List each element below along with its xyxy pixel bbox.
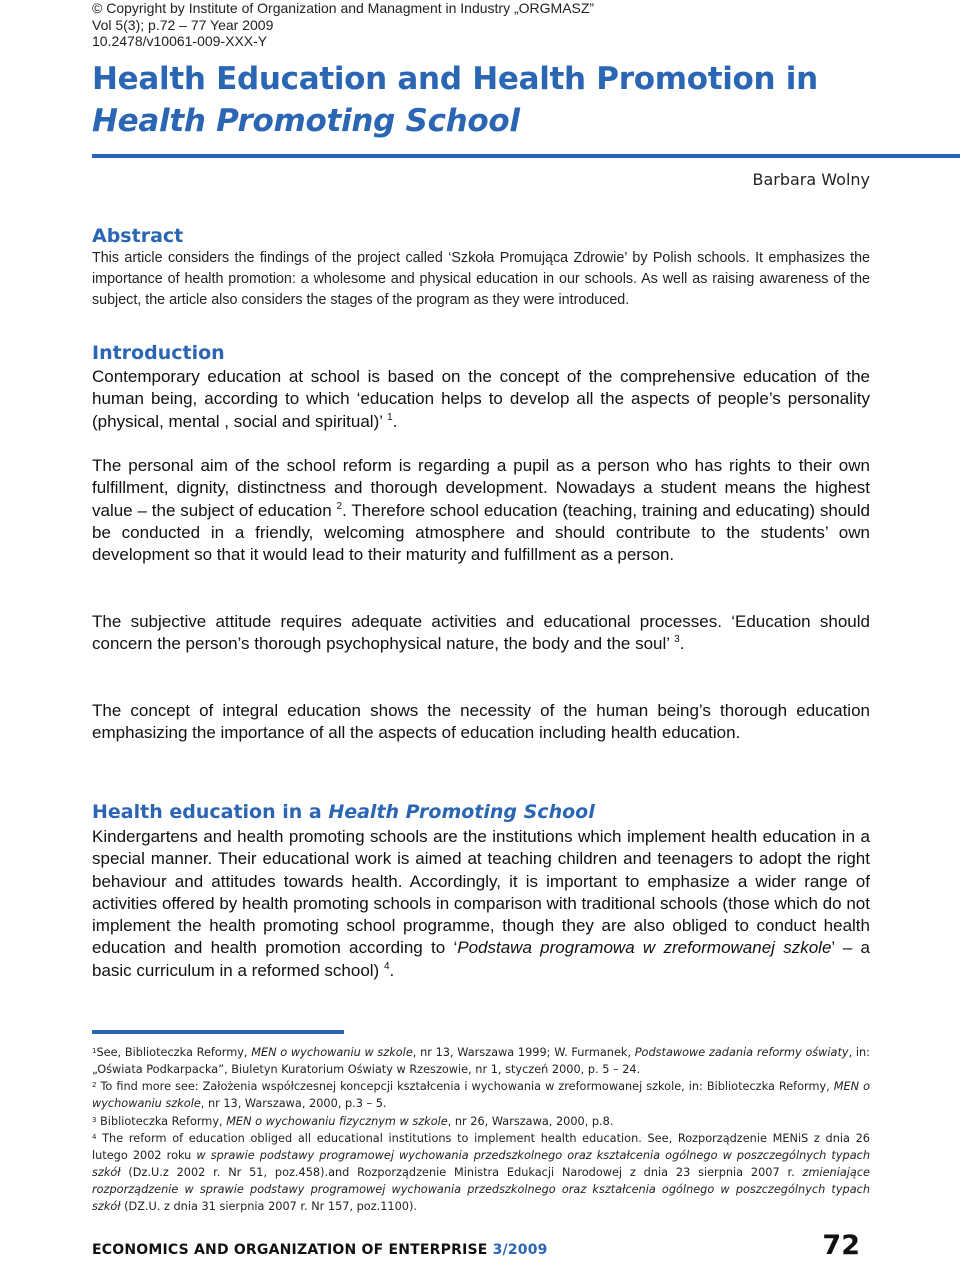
intro-p1-text: Contemporary education at school is based on the concept of the comprehensive education of the human being, according to which ‘education helps to develop all the aspects of people’s personality (physical, mental , social and spiritual)’ xyxy=(92,367,870,431)
intro-p2-text-a: The personal aim of the school reform is regarding a pupil as a person who has rights to their own fulfillment, dignity, distinctness and thorough development. Nowadays a student means the highest value – the subject of education xyxy=(92,456,870,520)
footnote-divider xyxy=(92,1030,344,1034)
volume-line: Vol 5(3); p.72 – 77 Year 2009 xyxy=(92,16,274,33)
section2-heading xyxy=(92,801,595,823)
fn4-i: w sprawie podstawy programowej wychowania przedszkolnego oraz kształcenia ogólnego w poszczególnych typach szkół xyxy=(92,1149,870,1179)
intro-paragraph-3: The subjective attitude requires adequate activities and educational processes. ‘Education should concern the person’s thorough psychophysical nature, the body and the soul’ $^3$. xyxy=(92,612,870,654)
footnote-4-number: 4 xyxy=(92,1133,97,1141)
footnote-3-number: 3 xyxy=(92,1116,97,1124)
fn1-i2: Podstawowe zadania reformy oświaty xyxy=(634,1046,849,1059)
fn4-i2: zmieniające rozporządzenie w sprawie podstawy programowej wychowania przedszkolnego oraz kształcenia ogólnego w poszczególnych typach szkół xyxy=(92,1166,870,1213)
footnote-4 xyxy=(92,1129,870,1215)
intro-p3-text: The subjective attitude requires adequate activities and educational processes. ‘Education should concern the person’s thorough psychophysical nature, the body and the soul’ xyxy=(92,612,870,654)
copyright-header xyxy=(92,0,594,50)
s2-p1-text-b: ’ – a basic curriculum in a reformed school) xyxy=(92,938,870,980)
author-name: Barbara Wolny xyxy=(752,170,870,189)
s2-p1-text-a: Kindergartens and health promoting schools are the institutions which implement health education in a special manner. Their educational work is aimed at teaching children and teenagers to adopt the right behaviour and attitudes towards health. Accordingly, it is important to emphasize a wider range of activities offered by health promoting schools in comparison with traditional schools (those which do not implement the health promoting school programme, though they are also obliged to conduct health education and health promotion according to ‘ xyxy=(92,827,870,958)
fn2-i: MEN o wychowaniu szkole xyxy=(92,1080,870,1110)
section2-heading-b: Health Promoting School xyxy=(328,801,595,823)
intro-paragraph-4: The concept of integral education shows the necessity of the human being’s thorough education emphasizing the importance of all the aspects of education including health education. xyxy=(92,701,870,743)
footnote-ref-4: 4 xyxy=(383,960,390,972)
fn4-a: The reform of education obliged all educational institutions to implement health education. See, Rozporządzenie MENiS z dnia 26 lutego 2002 roku xyxy=(92,1132,870,1162)
section2-paragraph-1 xyxy=(92,826,870,982)
abstract-text: This article considers the findings of the project called ‘Szkoła Promująca Zdrowie’ by Polish schools. It emphasizes the importance of health promotion: a wholesome and physical education in our schools. As well as raising awareness of the subject, the article also considers the stages of the program as they were introduced. xyxy=(92,250,870,308)
article-title xyxy=(92,58,818,142)
fn3-a: Biblioteczka Reformy, xyxy=(96,1115,227,1128)
fn3-i: MEN o wychowaniu fizycznym w szkole xyxy=(226,1115,448,1128)
s2-p1-italic: Podstawa programowa w zreformowanej szkole xyxy=(457,938,832,958)
section2-heading-a: Health education in a xyxy=(92,801,329,823)
title-line-2: Health Promoting School xyxy=(92,103,520,139)
doi-line: 10.2478/v10061-009-XXX-Y xyxy=(92,33,268,49)
journal-issue: 3/2009 xyxy=(492,1242,548,1258)
title-line-1: Health Education and Health Promotion in xyxy=(92,61,818,97)
title-divider xyxy=(92,154,960,158)
journal-name: ECONOMICS AND ORGANIZATION OF ENTERPRISE xyxy=(92,1242,493,1258)
fn1-b: , nr 13, Warszawa 1999; W. Furmanek, xyxy=(412,1046,635,1059)
intro-paragraph-1: Contemporary education at school is based on the concept of the comprehensive education of the human being, according to which ‘education helps to develop all the aspects of people’s personality (physical, mental , social and spiritual)’ $^1$. xyxy=(92,367,870,431)
footnote-1-number: 1 xyxy=(92,1047,97,1055)
fn4-c: (DZ.U. z dnia 31 sierpnia 2007 r. Nr 157, poz.1100). xyxy=(120,1200,417,1213)
fn1-i: MEN o wychowaniu w szkole xyxy=(251,1046,413,1059)
fn1-c: , in: „Oświata Podkarpacka”, Biuletyn Kuratorium Oświaty w Rzeszowie, nr 1, styczeń 2000, p. 5 – 24. xyxy=(92,1046,870,1076)
footnote-2-number: 2 xyxy=(92,1081,97,1089)
intro-p2-text-b: . Therefore school education (teaching, training and educating) should be conducted in a friendly, welcoming atmosphere and should contribute to the students’ own development so that it would lead to their maturity and fulfillment as a person. xyxy=(92,500,870,565)
page-number: 72 xyxy=(822,1230,860,1261)
fn2-b: , nr 13, Warszawa, 2000, p.3 – 5. xyxy=(200,1097,387,1110)
footnote-2 xyxy=(92,1077,870,1112)
copyright-line: © Copyright by Institute of Organization and Managment in Industry „ORGMASZ” xyxy=(92,0,595,16)
fn2-a: To find more see: Założenia współczesnej koncepcji kształcenia i wychowania w zreformowanej szkole, in: Biblioteczka Reformy, xyxy=(96,1080,834,1093)
footnote-1 xyxy=(92,1043,870,1078)
footnote-ref-1: 1 xyxy=(387,411,393,423)
footnote-ref-3: 3 xyxy=(674,634,680,646)
s2-p1-end: . xyxy=(389,960,395,980)
introduction-heading: Introduction xyxy=(92,342,225,364)
footnote-3 xyxy=(92,1112,870,1130)
abstract-heading: Abstract xyxy=(92,225,184,247)
journal-footer xyxy=(92,1242,548,1258)
fn3-b: , nr 26, Warszawa, 2000, p.8. xyxy=(447,1115,614,1128)
fn4-b: (Dz.U.z 2002 r. Nr 51, poz.458).and Rozporządzenie Ministra Edukacji Narodowej z dnia 23 sierpnia 2007 r. xyxy=(120,1166,803,1179)
fn1-a: See, Biblioteczka Reformy, xyxy=(96,1046,252,1059)
intro-paragraph-2 xyxy=(92,455,870,566)
footnote-ref-2: 2 xyxy=(336,500,343,512)
